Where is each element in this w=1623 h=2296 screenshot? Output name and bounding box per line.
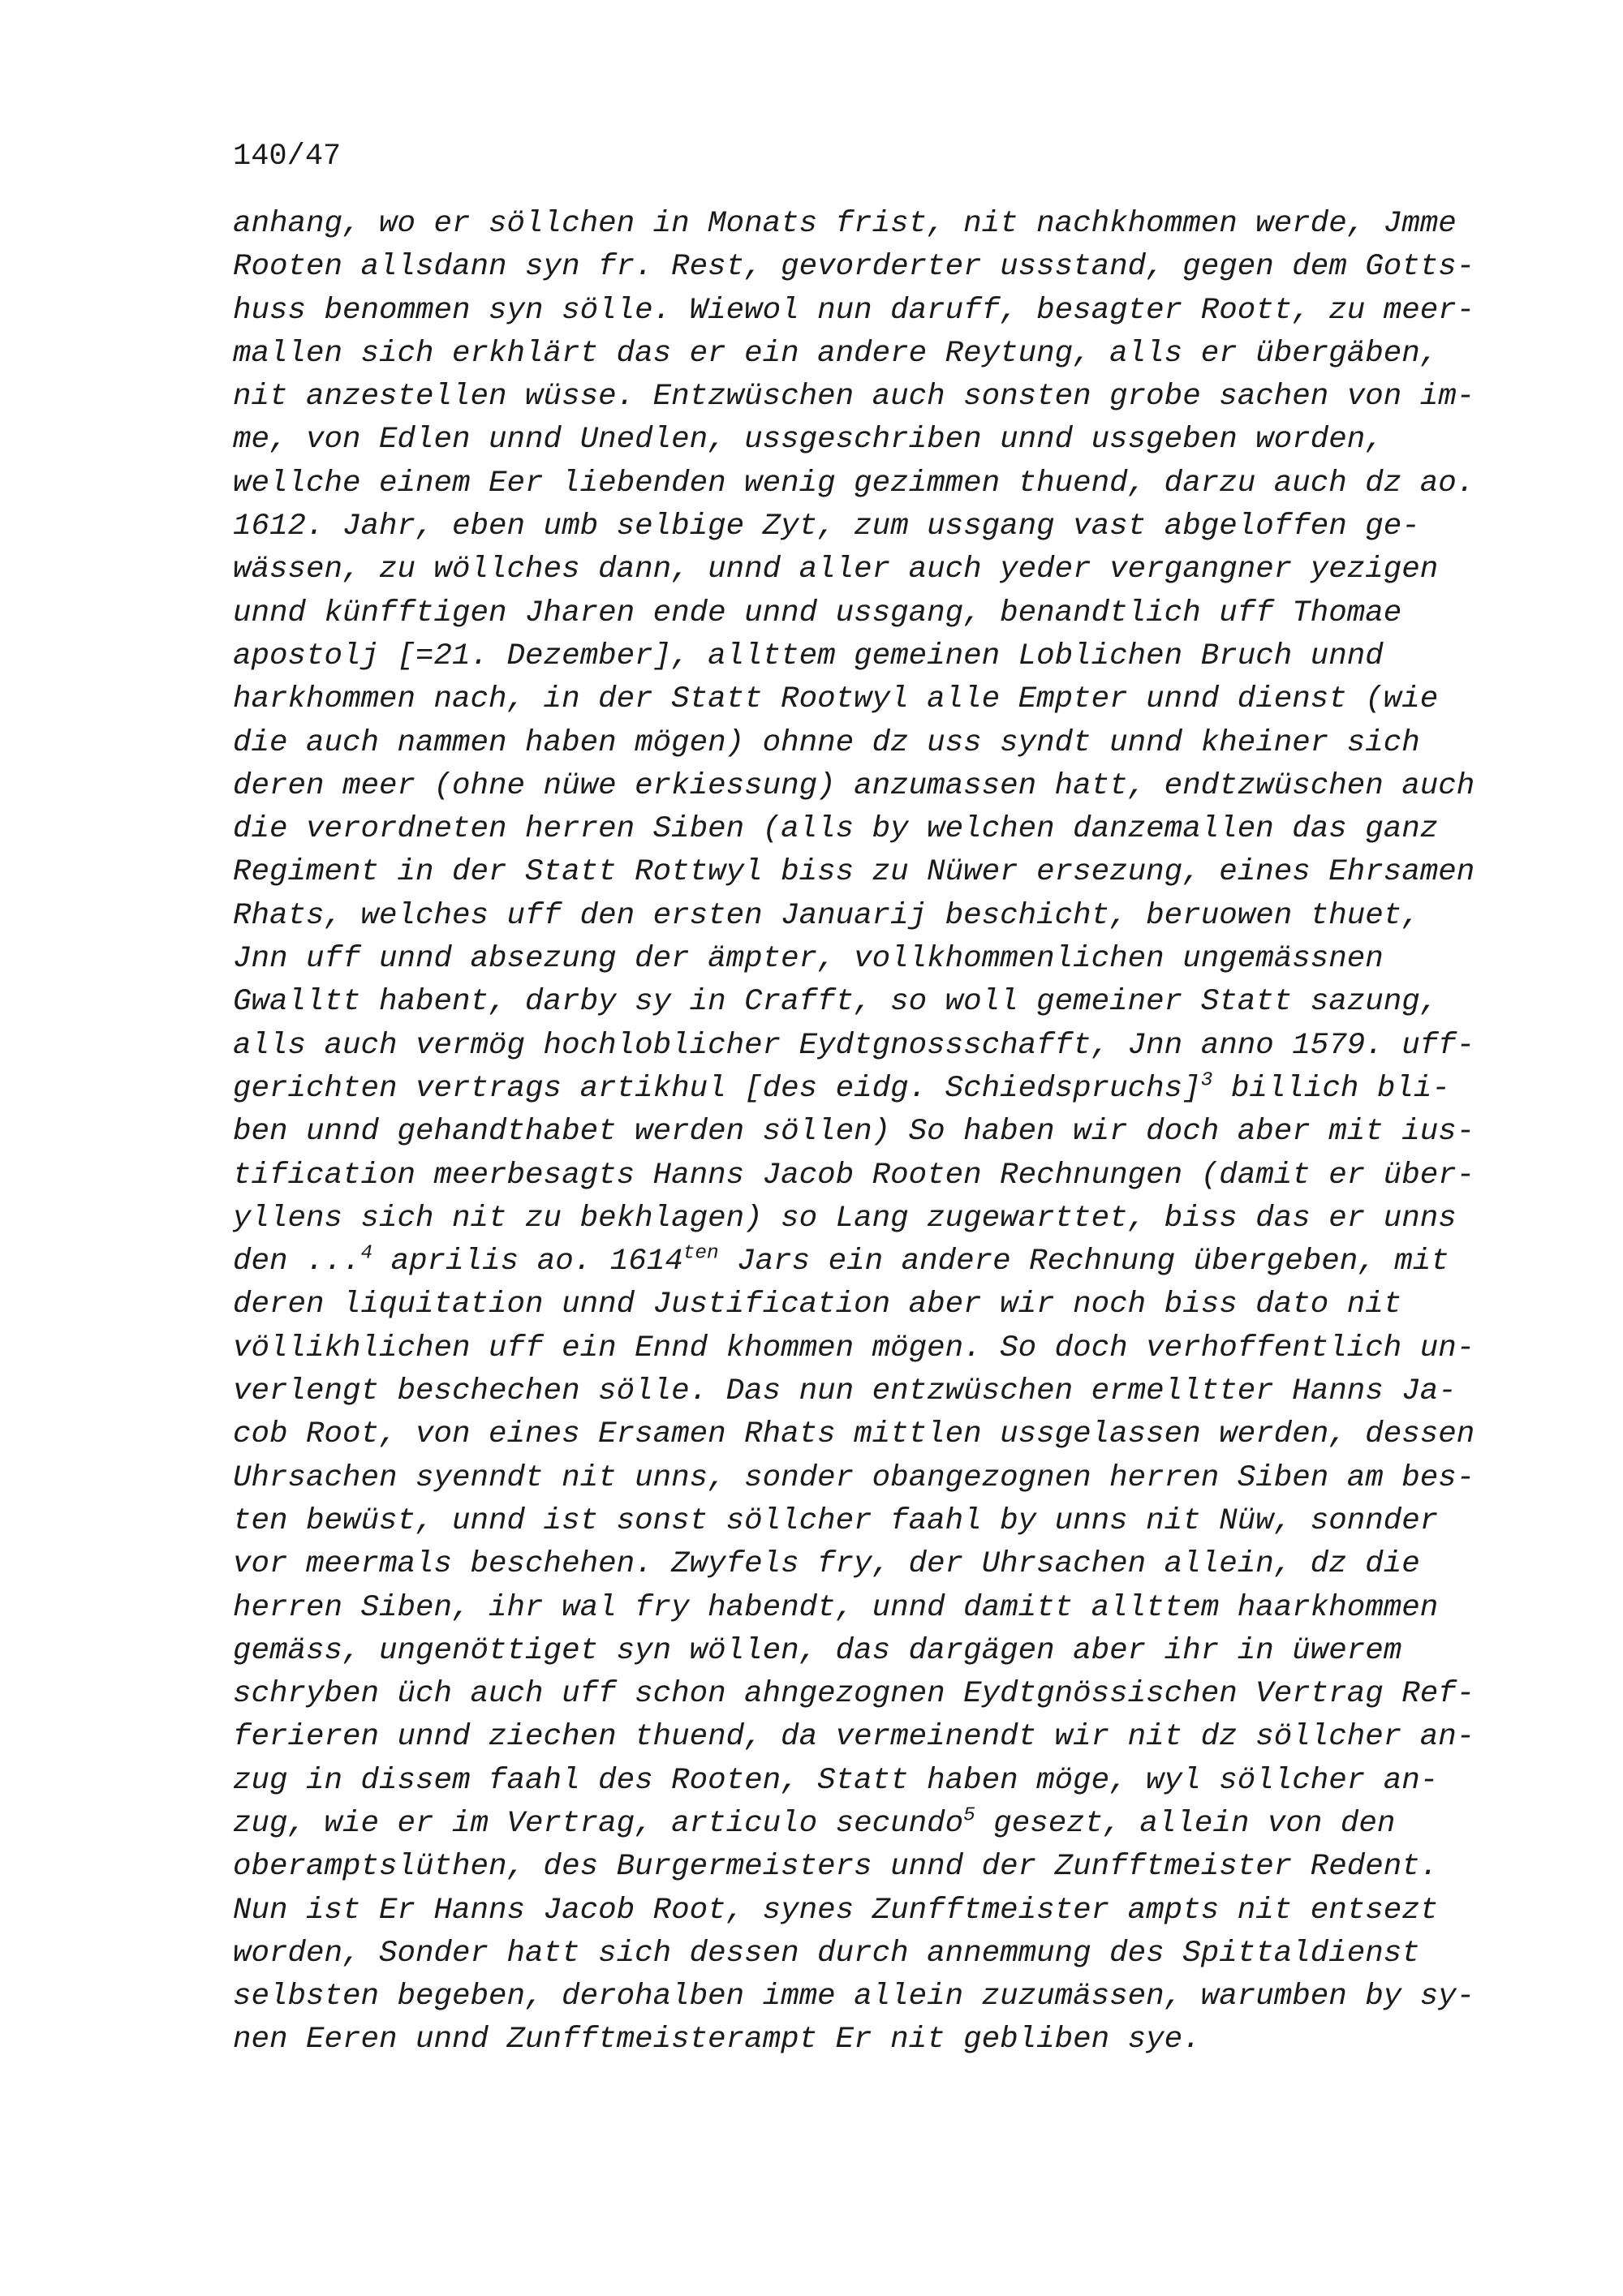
- text-segment: herren Siben, ihr wal fry habendt, unnd damitt allttem haarkhommen: [233, 1590, 1439, 1625]
- text-line: [233, 981, 1499, 1024]
- text-segment: vor meermals beschehen. Zwyfels fry, der Uhrsachen allein, dz die: [233, 1547, 1420, 1582]
- text-line: [233, 1760, 1499, 1803]
- text-segment: zug in dissem faahl des Rooten, Statt haben möge, wyl söllcher an-: [233, 1763, 1439, 1798]
- text-segment: tification meerbesagts Hanns Jacob Rooten Rechnungen (damit er über-: [233, 1158, 1475, 1193]
- text-segment: den ...: [233, 1245, 361, 1279]
- text-segment: die auch nammen haben mögen) ohnne dz uss syndt unnd kheiner sich: [233, 725, 1420, 760]
- text-segment: yllens sich nit zu bekhlagen) so Lang zugewarttet, biss das er unns: [233, 1201, 1457, 1236]
- text-line: [233, 376, 1499, 419]
- text-segment: cob Root, von eines Ersamen Rhats mittlen ussgelassen werden, dessen: [233, 1417, 1475, 1452]
- text-segment: Rooten allsdann syn fr. Rest, gevorderter ussstand, gegen dem Gotts-: [233, 250, 1475, 285]
- text-line: [233, 895, 1499, 938]
- text-segment: Rhats, welches uff den ersten Januarij beschicht, beruowen thuet,: [233, 898, 1420, 933]
- text-segment: anhang, wo er söllchen in Monats frist, nit nachkhommen werde, Jmme: [233, 207, 1457, 241]
- text-segment: Jars ein andere Rechnung übergeben, mit: [718, 1245, 1449, 1279]
- text-line: [233, 290, 1499, 333]
- text-line: [233, 2019, 1499, 2062]
- text-segment: huss benommen syn sölle. Wiewol nun daruff, besagter Roott, zu meer-: [233, 293, 1475, 328]
- text-line: [233, 722, 1499, 765]
- text-segment: ten bewüst, unnd ist sonst söllcher faahl by unns nit Nüw, sonnder: [233, 1503, 1439, 1538]
- footnote-marker: 5: [963, 1804, 975, 1827]
- text-segment: mallen sich erkhlärt das er ein andere Reytung, alls er übergäben,: [233, 336, 1439, 371]
- text-line: [233, 1500, 1499, 1543]
- page-number: 140/47: [233, 140, 342, 174]
- text-segment: gesezt, allein von den: [975, 1806, 1396, 1841]
- text-line: [233, 1413, 1499, 1456]
- text-line: [233, 333, 1499, 376]
- text-line: [233, 1240, 1499, 1283]
- text-segment: oberamptslüthen, des Burgermeisters unnd der Zunfftmeister Redent.: [233, 1850, 1439, 1885]
- text-segment: nit anzestellen wüsse. Entzwüschen auch sonsten grobe sachen von im-: [233, 380, 1475, 415]
- text-line: [233, 592, 1499, 635]
- text-segment: zug, wie er im Vertrag, articulo secundo: [233, 1806, 964, 1841]
- text-segment: Regiment in der Statt Rottwyl biss zu Nüwer ersezung, eines Ehrsamen: [233, 855, 1475, 890]
- text-segment: Gwalltt habent, darby sy in Crafft, so woll gemeiner Statt sazung,: [233, 985, 1439, 1020]
- text-segment: unnd künfftigen Jharen ende unnd ussgang, benandtlich uff Thomae: [233, 595, 1402, 630]
- text-segment: me, von Edlen unnd Unedlen, ussgeschriben unnd ussgeben worden,: [233, 423, 1384, 458]
- text-line: [233, 938, 1499, 981]
- text-segment: gemäss, ungenöttiget syn wöllen, das dargägen aber ihr in üwerem: [233, 1633, 1402, 1668]
- text-line: [233, 1803, 1499, 1846]
- text-line: [233, 1587, 1499, 1630]
- text-segment: die verordneten herren Siben (alls by welchen danzemallen das ganz: [233, 812, 1439, 847]
- text-segment: verlengt beschechen sölle. Das nun entzwüschen ermelltter Hanns Ja-: [233, 1374, 1457, 1409]
- text-segment: deren meer (ohne nüwe erkiessung) anzumassen hatt, endtzwüschen auch: [233, 768, 1475, 803]
- text-segment: nen Eeren unnd Zunfftmeisterampt Er nit gebliben sye.: [233, 2023, 1201, 2057]
- text-segment: ben unnd gehandthabet werden söllen) So haben wir doch aber mit ius-: [233, 1115, 1475, 1150]
- text-line: [233, 1154, 1499, 1197]
- text-line: [233, 203, 1499, 246]
- footnote-marker: ten: [682, 1242, 719, 1265]
- text-segment: worden, Sonder hatt sich dessen durch annemmung des Spittaldienst: [233, 1936, 1420, 1971]
- text-segment: ferieren unnd ziechen thuend, da vermeinendt wir nit dz söllcher an-: [233, 1720, 1475, 1755]
- text-line: [233, 1846, 1499, 1889]
- text-segment: billich bli-: [1212, 1071, 1450, 1106]
- text-segment: apostolj [=21. Dezember], allttem gemeinen Loblichen Bruch unnd: [233, 638, 1384, 673]
- text-line: [233, 1933, 1499, 1976]
- text-segment: 1612. Jahr, eben umb selbige Zyt, zum ussgang vast abgeloffen ge-: [233, 510, 1420, 544]
- text-line: [233, 1457, 1499, 1500]
- text-line: [233, 1890, 1499, 1933]
- text-line: [233, 765, 1499, 808]
- text-line: [233, 1068, 1499, 1111]
- text-line: [233, 808, 1499, 851]
- footnote-marker: 3: [1200, 1069, 1213, 1092]
- body-text: [233, 203, 1499, 2062]
- text-line: [233, 548, 1499, 591]
- text-line: [233, 851, 1499, 894]
- text-line: [233, 419, 1499, 462]
- text-segment: völlikhlichen uff ein Ennd khommen mögen. So doch verhoffentlich un-: [233, 1331, 1475, 1365]
- text-line: [233, 1327, 1499, 1370]
- text-segment: deren liquitation unnd Justification aber wir noch biss dato nit: [233, 1288, 1402, 1322]
- text-line: [233, 678, 1499, 721]
- text-segment: Uhrsachen syenndt nit unns, sonder obangezognen herren Siben am bes-: [233, 1460, 1475, 1495]
- text-segment: gerichten vertrags artikhul [des eidg. Schiedspruchs]: [233, 1071, 1201, 1106]
- footnote-marker: 4: [360, 1242, 373, 1265]
- text-segment: schryben üch auch uff schon ahngezognen Eydtgnössischen Vertrag Ref-: [233, 1677, 1475, 1712]
- text-line: [233, 462, 1499, 505]
- text-line: [233, 1630, 1499, 1673]
- text-segment: selbsten begeben, derohalben imme allein zuzumässen, warumben by sy-: [233, 1980, 1475, 2014]
- text-line: [233, 1111, 1499, 1154]
- text-line: [233, 1716, 1499, 1759]
- text-line: [233, 1976, 1499, 2019]
- text-segment: wässen, zu wöllches dann, unnd aller auch yeder vergangner yezigen: [233, 553, 1439, 587]
- text-segment: harkhommen nach, in der Statt Rootwyl alle Empter unnd dienst (wie: [233, 682, 1439, 717]
- text-line: [233, 1370, 1499, 1413]
- text-segment: Jnn uff unnd absezung der ämpter, vollkhommenlichen ungemässnen: [233, 942, 1384, 977]
- text-line: [233, 1543, 1499, 1586]
- text-line: [233, 505, 1499, 548]
- text-line: [233, 1197, 1499, 1240]
- text-segment: aprilis ao. 1614: [372, 1245, 683, 1279]
- text-line: [233, 246, 1499, 289]
- text-line: [233, 635, 1499, 678]
- text-line: [233, 1283, 1499, 1326]
- text-segment: Nun ist Er Hanns Jacob Root, synes Zunfftmeister ampts nit entsezt: [233, 1893, 1439, 1928]
- text-line: [233, 1673, 1499, 1716]
- text-segment: wellche einem Eer liebenden wenig gezimmen thuend, darzu auch dz ao.: [233, 466, 1475, 501]
- text-segment: alls auch vermög hochloblicher Eydtgnossschafft, Jnn anno 1579. uff-: [233, 1028, 1475, 1063]
- text-line: [233, 1025, 1499, 1068]
